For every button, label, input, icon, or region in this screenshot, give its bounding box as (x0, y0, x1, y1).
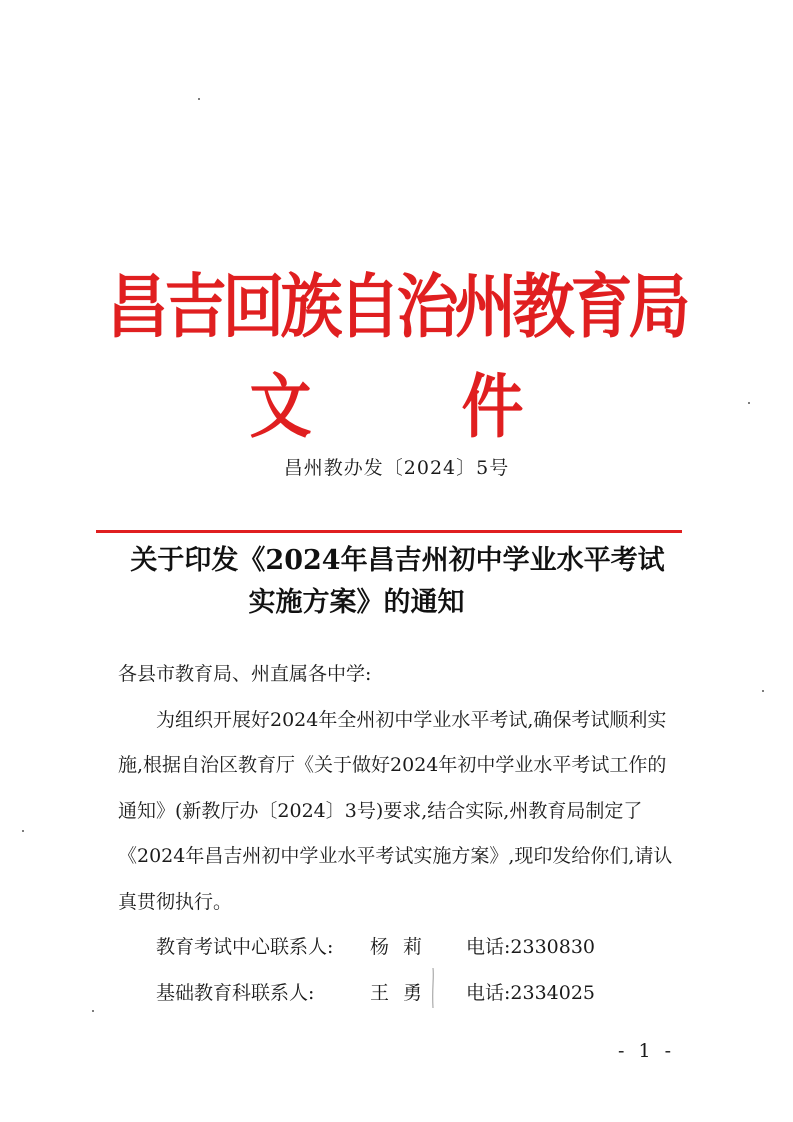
contact-row (118, 925, 678, 971)
issuer-header: 昌吉回族自治州教育局 (106, 265, 687, 348)
scan-speck (198, 98, 200, 100)
scan-speck (748, 402, 750, 404)
scan-speck (22, 830, 24, 832)
contact-name: 杨莉 (370, 936, 437, 958)
contact-label: 基础教育科联系人: (156, 981, 315, 1004)
notice-title-line-2: 实施方案》的通知 (248, 587, 465, 618)
contact-phone: 电话:2334025 (466, 981, 596, 1004)
document-number: 昌州教办发〔2024〕5号 (283, 457, 510, 479)
notice-title-line-1: 关于印发《2024年昌吉州初中学业水平考试 (130, 545, 665, 576)
notice-body (118, 652, 678, 1016)
salutation: 各县市教育局、州直属各中学: (118, 663, 372, 685)
contact-name: 王勇 (370, 981, 437, 1004)
contact-phone: 电话:2330830 (466, 936, 596, 958)
document-type-header: 文件 (249, 365, 674, 448)
contact-label: 教育考试中心联系人: (156, 936, 334, 958)
notice-title (0, 540, 793, 624)
contact-row (118, 971, 678, 1017)
scan-speck (92, 1010, 94, 1012)
page-number: - 1 - (617, 1040, 675, 1062)
pen-stroke-mark (430, 966, 436, 1010)
body-paragraph: 为组织开展好2024年全州初中学业水平考试,确保考试顺利实施,根据自治区教育厅《关于做好2024年初中学业水平考试工作的通知》(新教厅办〔2024〕3号)要求,结合实际,州教育局制定了《2024年昌吉州初中学业水平考试实施方案》,现印发给你们,请认真贯彻执行。 (118, 708, 673, 913)
red-divider-line (96, 530, 682, 533)
scan-speck (762, 690, 764, 692)
